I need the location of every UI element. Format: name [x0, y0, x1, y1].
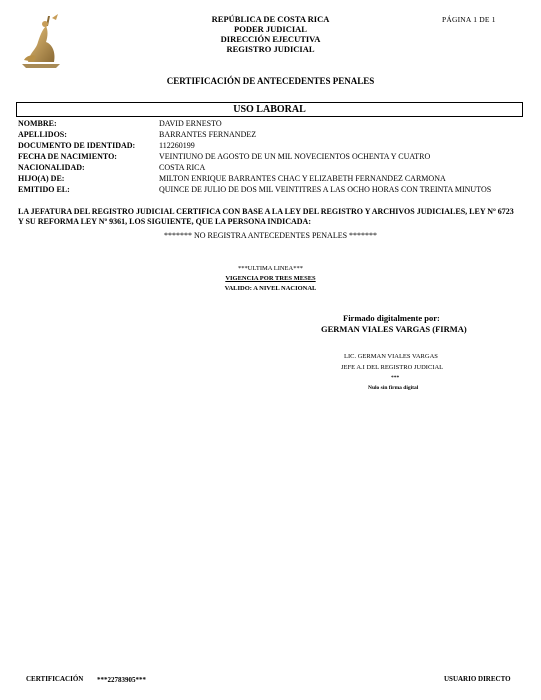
- document-title: CERTIFICACIÓN DE ANTECEDENTES PENALES: [166, 76, 375, 86]
- official-role: JEFE A.I DEL REGISTRO JUDICIAL: [341, 364, 444, 371]
- field-value: DAVID ERNESTO: [159, 119, 222, 128]
- judicial-branch-heading: PODER JUDICIAL: [234, 24, 307, 34]
- digital-signature-note: Nulo sin firma digital: [368, 385, 419, 391]
- record-result: ******* NO REGISTRA ANTECEDENTES PENALES *******: [163, 231, 378, 240]
- field-value: 112260199: [159, 141, 195, 150]
- digital-signature-label: Firmado digitalmente por:: [343, 313, 440, 323]
- field-id-row: [18, 141, 518, 150]
- field-birthdate-row: [18, 152, 518, 161]
- validity-period: VIGENCIA POR TRES MESES: [225, 275, 316, 282]
- field-value: BARRANTES FERNANDEZ: [159, 130, 257, 139]
- field-label: HIJO(A) DE:: [18, 174, 65, 183]
- user-type: USUARIO DIRECTO: [444, 675, 511, 683]
- validity-scope: VALIDO: A NIVEL NACIONAL: [224, 285, 317, 292]
- field-label: NOMBRE:: [18, 119, 57, 128]
- field-nationality-row: [18, 163, 518, 172]
- field-value: MILTON ENRIQUE BARRANTES CHAC Y ELIZABETH FERNANDEZ CARMONA: [159, 174, 446, 183]
- registry-heading: REGISTRO JUDICIAL: [226, 44, 315, 54]
- field-name-row: [18, 119, 518, 128]
- certificate-number: ***22783905***: [97, 676, 146, 684]
- field-parents-row: [18, 174, 518, 183]
- field-value: VEINTIUNO DE AGOSTO DE UN MIL NOVECIENTOS OCHENTA Y CUATRO: [159, 152, 431, 161]
- executive-direction-heading: DIRECCIÓN EJECUTIVA: [220, 34, 321, 44]
- field-label: EMITIDO EL:: [18, 185, 70, 194]
- signer-name: GERMAN VIALES VARGAS (FIRMA): [321, 324, 467, 334]
- field-value: QUINCE DE JULIO DE DOS MIL VEINTITRES A LAS OCHO HORAS CON TREINTA MINUTOS: [159, 185, 492, 194]
- official-name: LIC. GERMAN VIALES VARGAS: [344, 353, 438, 360]
- signature-stars: ***: [391, 375, 400, 381]
- page-number: PÁGINA 1 DE 1: [442, 15, 496, 24]
- field-surnames-row: [18, 130, 518, 139]
- last-line-marker: ***ULTIMA LINEA***: [238, 265, 303, 272]
- field-label: DOCUMENTO DE IDENTIDAD:: [18, 141, 136, 150]
- field-value: COSTA RICA: [159, 163, 206, 172]
- certificate-label: CERTIFICACIÓN: [26, 675, 84, 683]
- field-label: FECHA DE NACIMIENTO:: [18, 152, 117, 161]
- usage-box: USO LABORAL: [16, 102, 523, 117]
- field-label: APELLIDOS:: [18, 130, 67, 139]
- country-heading: REPÚBLICA DE COSTA RICA: [211, 14, 330, 24]
- field-issued-row: [18, 185, 518, 205]
- certification-statement: LA JEFATURA DEL REGISTRO JUDICIAL CERTIFICA CON BASE A LA LEY DEL REGISTRO Y ARCHIVOS JUDICIALES, LEY Nº 6723 Y SU REFORMA LEY Nº 9361, LOS SIGUIENTE, QUE LA PERSONA INDICADA:: [18, 207, 514, 226]
- field-label: NACIONALIDAD:: [18, 163, 85, 172]
